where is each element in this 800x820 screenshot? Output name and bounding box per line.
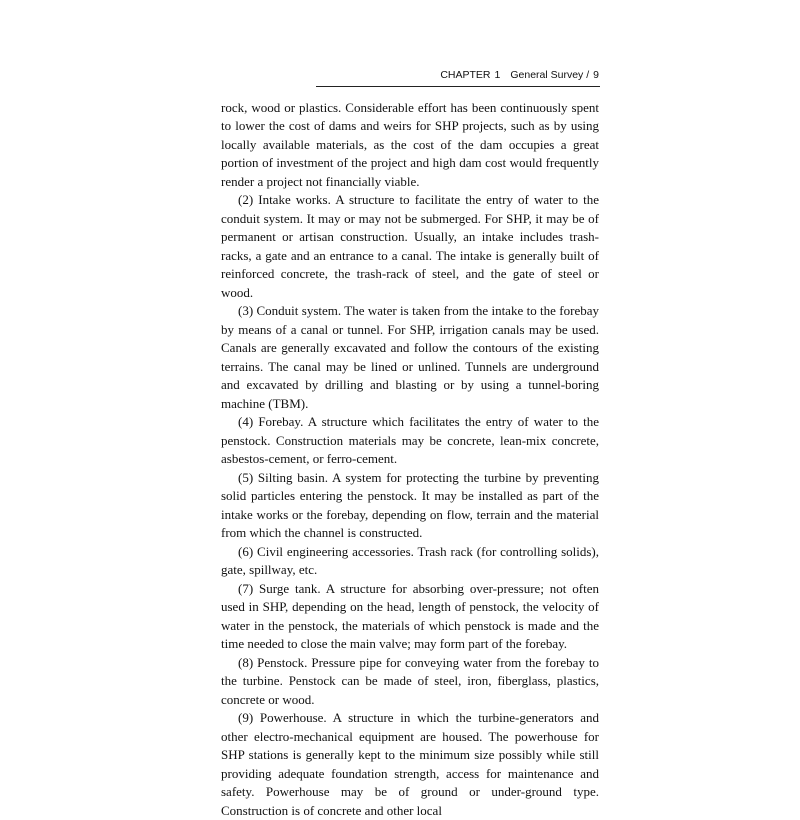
body-text xyxy=(221,99,599,820)
paragraph-conduit-system: (3) Conduit system. The water is taken from the intake to the forebay by means of a canal or tunnel. For SHP, irrigation canals may be used. Canals are generally excavated and follow the contours of the existing terrains. The canal may be lined or unlined. Tunnels are underground and excavated by drilling and blasting or by using a tunnel-boring machine (TBM). xyxy=(221,302,599,413)
paragraph-continued: rock, wood or plastics. Considerable effort has been continuously spent to lower the cost of dams and weirs for SHP projects, such as by using locally available materials, as the cost of the dam occupies a great portion of investment of the project and high dam cost would frequently render a project not financially viable. xyxy=(221,99,599,192)
paragraph-penstock: (8) Penstock. Pressure pipe for conveying water from the forebay to the turbine. Penstock can be made of steel, iron, fiberglass, plastics, concrete or wood. xyxy=(221,654,599,710)
chapter-title: General Survey xyxy=(510,69,583,81)
paragraph-forebay: (4) Forebay. A structure which facilitates the entry of water to the penstock. Construction materials may be concrete, lean-mix concrete, asbestos-cement, or ferro-cement. xyxy=(221,413,599,469)
paragraph-silting-basin: (5) Silting basin. A system for protecting the turbine by preventing solid particles entering the penstock. It may be installed as part of the intake works or the forebay, depending on flow, terrain and the material from which the channel is constructed. xyxy=(221,469,599,543)
paragraph-intake-works: (2) Intake works. A structure to facilitate the entry of water to the conduit system. It may or may not be submerged. For SHP, it may be of permanent or artisan construction. Usually, an intake includes trash-racks, a gate and an entrance to a canal. The intake is generally built of reinforced concrete, the trash-rack of steel, and the gate of steel or wood. xyxy=(221,191,599,302)
paragraph-surge-tank: (7) Surge tank. A structure for absorbing over-pressure; not often used in SHP, depending on the head, length of penstock, the velocity of water in the penstock, the materials of which penstock is made and the time needed to close the main valve; may form part of the forebay. xyxy=(221,580,599,654)
paragraph-powerhouse: (9) Powerhouse. A structure in which the turbine-generators and other electro-mechanical equipment are housed. The powerhouse for SHP stations is generally kept to the minimum size possibly while still providing adequate foundation strength, access for maintenance and safety. Powerhouse may be of ground or under-ground type. Construction is of concrete and other local xyxy=(221,709,599,820)
paragraph-civil-accessories: (6) Civil engineering accessories. Trash rack (for controlling solids), gate, spillway, etc. xyxy=(221,543,599,580)
chapter-number: 1 xyxy=(495,69,501,81)
page-number: 9 xyxy=(593,69,599,81)
header-rule xyxy=(316,86,600,87)
chapter-label: CHAPTER xyxy=(440,69,490,81)
header-separator: / xyxy=(586,69,589,81)
running-header xyxy=(316,69,599,85)
